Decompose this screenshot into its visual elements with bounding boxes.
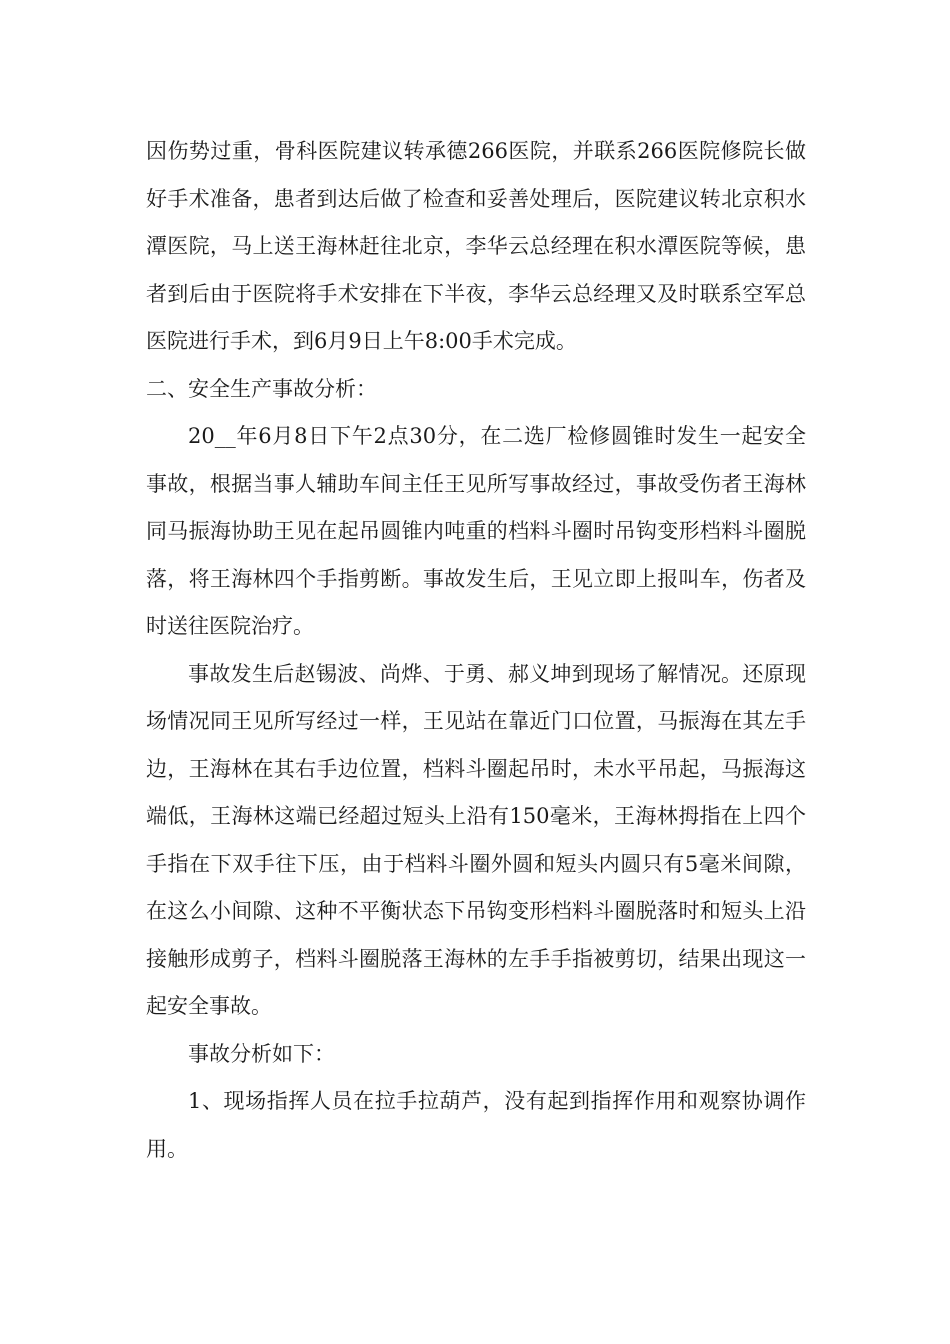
paragraph-analysis-intro: 事故分析如下： [188,1041,335,1066]
document-body [146,128,806,1173]
section-heading-accident-analysis: 二、安全生产事故分析： [146,376,377,401]
paragraph-treatment: 因伤势过重，骨科医院建议转承德266医院，并联系266医院修院长做好手术准备，患者到达后做了检查和妥善处理后，医院建议转北京积水潭医院，马上送王海林赶往北京，李华云总经理在积水潭医院等候，患者到后由于医院将手术安排在下半夜，李华云总经理又及时联系空军总医院进行手术，到6月9日上午8:00手术完成。 [146,139,806,353]
paragraph-scene-reconstruction: 事故发生后赵锡波、尚烨、于勇、郝义坤到现场了解情况。还原现场情况同王见所写经过一样，王见站在靠近门口位置，马振海在其左手边，王海林在其右手边位置，档料斗圈起吊时，未水平吊起，马振海这端低，王海林这端已经超过短头上沿有150毫米，王海林拇指在上四个手指在下双手往下压，由于档料斗圈外圆和短头内圆只有5毫米间隙，在这么小间隙、这种不平衡状态下吊钩变形档料斗圈脱落时和短头上沿接触形成剪子，档料斗圈脱落王海林的左手手指被剪切，结果出现这一起安全事故。 [146,661,806,1018]
paragraph-analysis-point-1: 1、现场指挥人员在拉手拉葫芦，没有起到指挥作用和观察协调作用。 [146,1089,806,1161]
paragraph-accident-summary: 20__年6月8日下午2点30分，在二选厂检修圆锥时发生一起安全事故，根据当事人辅助车间主任王见所写事故经过，事故受伤者王海林同马振海协助王见在起吊圆锥内吨重的档料斗圈时吊钩变形档料斗圈脱落，将王海林四个手指剪断。事故发生后，王见立即上报叫车，伤者及时送往医院治疗。 [146,424,806,638]
